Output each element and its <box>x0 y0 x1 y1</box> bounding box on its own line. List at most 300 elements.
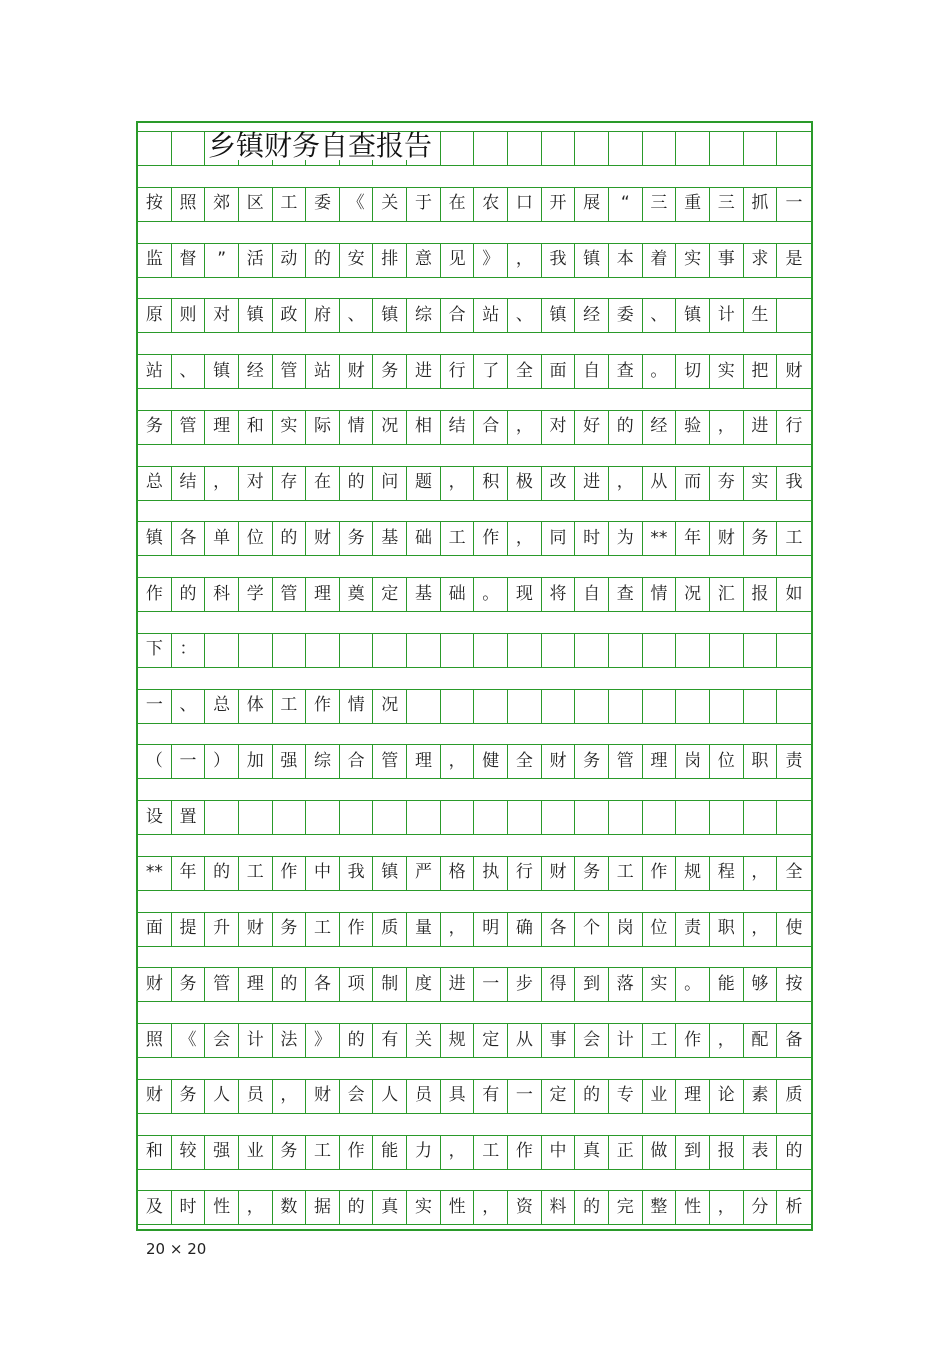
grid-cell: 的 <box>273 521 307 555</box>
grid-cell: 站 <box>474 298 508 332</box>
grid-cell: ： <box>172 633 206 667</box>
grid-cell: 抓 <box>744 187 778 221</box>
grid-cell <box>542 800 576 834</box>
grid-cell: 实 <box>744 466 778 500</box>
grid-cell: 能 <box>373 1135 407 1169</box>
grid-cell: 管 <box>609 744 643 778</box>
grid-cell <box>710 131 744 165</box>
grid-cell: 工 <box>239 856 273 890</box>
grid-cell: 照 <box>172 187 206 221</box>
grid-cell: 夯 <box>710 466 744 500</box>
grid-cell <box>474 131 508 165</box>
grid-cell: 财 <box>340 354 374 388</box>
grid-cell <box>575 633 609 667</box>
grid-rule <box>138 1001 811 1002</box>
grid-cell: 落 <box>609 967 643 1001</box>
grid-cell: 结 <box>172 466 206 500</box>
grid-cell: 排 <box>373 243 407 277</box>
grid-cell: 专 <box>609 1079 643 1113</box>
grid-cell: 照 <box>138 1023 172 1057</box>
grid-cell <box>239 800 273 834</box>
grid-cell: ** <box>138 856 172 890</box>
grid-cell: 有 <box>373 1023 407 1057</box>
grid-cell <box>643 633 677 667</box>
grid-cell: 制 <box>373 967 407 1001</box>
grid-cell <box>643 800 677 834</box>
grid-cell: 的 <box>340 466 374 500</box>
grid-cell: 面 <box>542 354 576 388</box>
grid-cell: 报 <box>744 577 778 611</box>
grid-cell: 实 <box>676 243 710 277</box>
grid-cell: 同 <box>542 521 576 555</box>
grid-cell: 况 <box>373 410 407 444</box>
grid-cell: 见 <box>441 243 475 277</box>
grid-cell: 性 <box>205 1190 239 1224</box>
grid-cell <box>710 689 744 723</box>
grid-cell: 意 <box>407 243 441 277</box>
grid-rule <box>138 1135 811 1136</box>
grid-cell: 、 <box>643 298 677 332</box>
grid-cell: 资 <box>508 1190 542 1224</box>
grid-cell: 我 <box>542 243 576 277</box>
grid-cell <box>609 633 643 667</box>
grid-cell: 全 <box>508 354 542 388</box>
grid-cell: 面 <box>138 912 172 946</box>
grid-cell <box>744 689 778 723</box>
grid-cell: 和 <box>138 1135 172 1169</box>
grid-cell: 及 <box>138 1190 172 1224</box>
grid-cell: 了 <box>474 354 508 388</box>
grid-rule <box>138 800 811 801</box>
grid-rule <box>138 1113 811 1114</box>
grid-cell <box>542 689 576 723</box>
grid-rule <box>138 723 811 724</box>
grid-cell <box>575 800 609 834</box>
grid-cell <box>474 633 508 667</box>
grid-cell: 总 <box>205 689 239 723</box>
grid-cell: 总 <box>138 466 172 500</box>
grid-cell: 财 <box>542 744 576 778</box>
grid-cell: 务 <box>138 410 172 444</box>
grid-cell: 于 <box>407 187 441 221</box>
grid-cell: 切 <box>676 354 710 388</box>
grid-cell: 。 <box>676 967 710 1001</box>
grid-rule <box>138 444 811 445</box>
grid-cell: 、 <box>172 689 206 723</box>
grid-cell: 有 <box>474 1079 508 1113</box>
grid-cell: 财 <box>306 1079 340 1113</box>
grid-cell: 务 <box>273 912 307 946</box>
grid-cell: 原 <box>138 298 172 332</box>
grid-cell: 全 <box>785 862 803 883</box>
grid-cell: 责 <box>676 912 710 946</box>
grid-cell: ， <box>205 466 239 500</box>
grid-cell: 规 <box>676 856 710 890</box>
grid-cell: 设 <box>138 800 172 834</box>
grid-cell <box>609 131 643 165</box>
grid-cell <box>643 131 677 165</box>
grid-cell: 的 <box>205 856 239 890</box>
grid-cell: 实 <box>643 967 677 1001</box>
grid-rule <box>138 1079 811 1080</box>
grid-cell: 把 <box>744 354 778 388</box>
grid-cell: 各 <box>542 912 576 946</box>
grid-rule <box>138 778 811 779</box>
grid-rule <box>138 1190 811 1191</box>
grid-rule <box>138 298 811 299</box>
grid-rule <box>138 388 811 389</box>
grid-cell: 关 <box>373 187 407 221</box>
grid-cell: 镇 <box>676 298 710 332</box>
grid-cell: 具 <box>441 1079 475 1113</box>
grid-cell: 实 <box>273 410 307 444</box>
grid-cell <box>138 131 172 165</box>
grid-cell <box>777 800 811 834</box>
text-row <box>138 298 811 332</box>
grid-cell <box>508 633 542 667</box>
grid-cell: 作 <box>508 1135 542 1169</box>
grid-cell: 作 <box>138 577 172 611</box>
grid-cell <box>575 131 609 165</box>
grid-cell: 科 <box>205 577 239 611</box>
grid-cell: 一 <box>785 193 803 214</box>
grid-cell: 性 <box>441 1190 475 1224</box>
grid-cell: 务 <box>575 744 609 778</box>
grid-rule <box>138 521 811 522</box>
grid-cell: 管 <box>273 577 307 611</box>
grid-rule <box>138 466 811 467</box>
grid-cell: 业 <box>643 1079 677 1113</box>
grid-rule <box>138 332 811 333</box>
grid-cell <box>575 689 609 723</box>
grid-rule <box>138 744 811 745</box>
grid-cell: 管 <box>273 354 307 388</box>
grid-cell <box>340 800 374 834</box>
grid-cell: 财 <box>138 967 172 1001</box>
grid-cell: 严 <box>407 856 441 890</box>
manuscript-grid <box>136 121 813 1231</box>
grid-cell: 员 <box>239 1079 273 1113</box>
grid-cell: 程 <box>710 856 744 890</box>
grid-cell: 工 <box>643 1023 677 1057</box>
grid-cell: ** <box>643 521 677 555</box>
grid-cell: 作 <box>643 856 677 890</box>
grid-cell: ， <box>239 1190 273 1224</box>
grid-cell: 对 <box>239 466 273 500</box>
grid-cell <box>508 800 542 834</box>
grid-cell: 和 <box>239 410 273 444</box>
grid-cell: 的 <box>273 967 307 1001</box>
grid-cell: 力 <box>407 1135 441 1169</box>
grid-rule <box>138 890 811 891</box>
grid-cell: 验 <box>676 410 710 444</box>
grid-cell: 《 <box>172 1023 206 1057</box>
grid-cell: 务 <box>172 1079 206 1113</box>
text-row <box>138 800 811 834</box>
grid-cell <box>474 800 508 834</box>
grid-cell: 问 <box>373 466 407 500</box>
grid-cell: 年 <box>676 521 710 555</box>
grid-cell: 度 <box>407 967 441 1001</box>
grid-cell: 配 <box>744 1023 778 1057</box>
grid-cell: 现 <box>508 577 542 611</box>
grid-cell: 工 <box>441 521 475 555</box>
grid-cell: 》 <box>306 1023 340 1057</box>
grid-cell: 情 <box>643 577 677 611</box>
grid-cell: 委 <box>609 298 643 332</box>
grid-cell: 、 <box>172 354 206 388</box>
grid-cell: 一 <box>474 967 508 1001</box>
grid-cell: 一 <box>138 689 172 723</box>
grid-cell: 合 <box>340 744 374 778</box>
grid-cell: 我 <box>340 856 374 890</box>
grid-cell: 体 <box>239 689 273 723</box>
grid-cell: 规 <box>441 1023 475 1057</box>
text-row <box>138 577 811 611</box>
text-row <box>138 187 811 221</box>
grid-cell: ， <box>441 1135 475 1169</box>
grid-rule <box>138 667 811 668</box>
grid-cell <box>643 689 677 723</box>
grid-cell: 为 <box>609 521 643 555</box>
grid-rule <box>138 856 811 857</box>
grid-cell: 郊 <box>205 187 239 221</box>
grid-cell: 财 <box>710 521 744 555</box>
grid-cell: 量 <box>407 912 441 946</box>
grid-cell: 计 <box>710 298 744 332</box>
grid-cell: 镇 <box>239 298 273 332</box>
grid-rule <box>138 1057 811 1058</box>
text-row <box>138 521 811 555</box>
grid-cell: 作 <box>474 521 508 555</box>
grid-cell: 明 <box>474 912 508 946</box>
grid-cell: 镇 <box>373 298 407 332</box>
grid-cell: ， <box>508 410 542 444</box>
grid-cell: ， <box>474 1190 508 1224</box>
grid-cell: 区 <box>239 187 273 221</box>
grid-cell: 各 <box>306 967 340 1001</box>
grid-cell: 析 <box>785 1196 803 1217</box>
grid-cell: 职 <box>744 744 778 778</box>
grid-cell: 实 <box>407 1190 441 1224</box>
grid-cell: 合 <box>441 298 475 332</box>
grid-cell: 财 <box>239 912 273 946</box>
grid-cell: 经 <box>575 298 609 332</box>
grid-cell: 能 <box>710 967 744 1001</box>
grid-rule <box>138 187 811 188</box>
text-row <box>138 633 811 667</box>
grid-cell: 相 <box>407 410 441 444</box>
grid-cell: 站 <box>306 354 340 388</box>
grid-cell: ， <box>441 744 475 778</box>
grid-cell <box>710 800 744 834</box>
grid-cell: 务 <box>172 967 206 1001</box>
text-row <box>138 856 811 890</box>
grid-cell: 进 <box>575 466 609 500</box>
grid-cell: 位 <box>710 744 744 778</box>
grid-cell: 求 <box>744 243 778 277</box>
grid-cell: 《 <box>340 187 374 221</box>
grid-rule <box>138 946 811 947</box>
grid-cell: ， <box>710 410 744 444</box>
grid-cell <box>273 800 307 834</box>
grid-cell: 工 <box>609 856 643 890</box>
grid-cell: 岗 <box>609 912 643 946</box>
grid-cell <box>407 800 441 834</box>
grid-cell: 重 <box>676 187 710 221</box>
grid-cell: 的 <box>340 1190 374 1224</box>
grid-cell: 结 <box>441 410 475 444</box>
grid-rule <box>138 221 811 222</box>
grid-cell: 备 <box>785 1029 803 1050</box>
grid-cell: 则 <box>172 298 206 332</box>
grid-cell: 的 <box>575 1190 609 1224</box>
grid-cell: 管 <box>205 967 239 1001</box>
grid-cell: 真 <box>373 1190 407 1224</box>
grid-cell <box>777 633 811 667</box>
grid-cell: 着 <box>643 243 677 277</box>
text-row <box>138 1190 811 1224</box>
grid-cell: 经 <box>643 410 677 444</box>
grid-cell: 得 <box>542 967 576 1001</box>
text-row <box>138 1079 811 1113</box>
text-row <box>138 912 811 946</box>
grid-cell: 活 <box>239 243 273 277</box>
grid-cell: 理 <box>306 577 340 611</box>
grid-cell: 镇 <box>575 243 609 277</box>
grid-cell: 管 <box>373 744 407 778</box>
grid-cell: 会 <box>205 1023 239 1057</box>
grid-cell: 经 <box>239 354 273 388</box>
grid-cell: “ <box>609 187 643 221</box>
grid-cell: 对 <box>205 298 239 332</box>
grid-cell <box>777 689 811 723</box>
grid-cell: 际 <box>306 410 340 444</box>
grid-cell: 真 <box>575 1135 609 1169</box>
grid-cell: 工 <box>474 1135 508 1169</box>
grid-cell: 的 <box>340 1023 374 1057</box>
grid-cell: 积 <box>474 466 508 500</box>
grid-cell: 法 <box>273 1023 307 1057</box>
grid-cell: 较 <box>172 1135 206 1169</box>
grid-cell <box>239 633 273 667</box>
grid-cell: 业 <box>239 1135 273 1169</box>
grid-cell: 基 <box>407 577 441 611</box>
grid-rule <box>138 277 811 278</box>
grid-cell: 查 <box>609 354 643 388</box>
grid-rule <box>138 967 811 968</box>
grid-cell: 本 <box>609 243 643 277</box>
grid-cell: 我 <box>785 472 803 492</box>
grid-cell: （ <box>138 744 172 778</box>
grid-cell: 岗 <box>676 744 710 778</box>
grid-cell: 财 <box>542 856 576 890</box>
grid-cell: 进 <box>407 354 441 388</box>
grid-cell: 素 <box>744 1079 778 1113</box>
grid-cell: 的 <box>306 243 340 277</box>
grid-cell: 是 <box>785 249 803 269</box>
grid-cell: 况 <box>676 577 710 611</box>
grid-cell: 健 <box>474 744 508 778</box>
grid-cell: 性 <box>676 1190 710 1224</box>
grid-cell: 作 <box>340 912 374 946</box>
grid-cell: 项 <box>340 967 374 1001</box>
grid-cell: 质 <box>785 1085 803 1106</box>
grid-cell: 财 <box>138 1079 172 1113</box>
grid-cell: 况 <box>373 689 407 723</box>
grid-cell: 改 <box>542 466 576 500</box>
grid-cell: 下 <box>138 633 172 667</box>
grid-cell: 年 <box>172 856 206 890</box>
grid-cell: 据 <box>306 1190 340 1224</box>
grid-cell: 》 <box>474 243 508 277</box>
grid-cell <box>172 131 206 165</box>
grid-cell: ” <box>205 243 239 277</box>
grid-cell: 料 <box>542 1190 576 1224</box>
grid-cell: 中 <box>306 856 340 890</box>
grid-rule <box>138 689 811 690</box>
grid-cell <box>508 689 542 723</box>
grid-cell: 在 <box>306 466 340 500</box>
text-row <box>138 967 811 1001</box>
grid-cell: 管 <box>172 410 206 444</box>
grid-cell: 合 <box>474 410 508 444</box>
grid-rule <box>138 834 811 835</box>
grid-cell: 综 <box>407 298 441 332</box>
grid-cell <box>609 800 643 834</box>
grid-cell: 行 <box>508 856 542 890</box>
text-row <box>138 689 811 723</box>
grid-cell: 事 <box>542 1023 576 1057</box>
grid-cell: ， <box>441 912 475 946</box>
grid-cell: 极 <box>508 466 542 500</box>
grid-cell: 理 <box>239 967 273 1001</box>
grid-cell: 定 <box>542 1079 576 1113</box>
grid-cell <box>441 689 475 723</box>
grid-cell: 工 <box>785 527 803 548</box>
grid-cell: 工 <box>306 1135 340 1169</box>
grid-cell: 提 <box>172 912 206 946</box>
grid-cell: ， <box>273 1079 307 1113</box>
grid-rule <box>138 555 811 556</box>
grid-cell: 各 <box>172 521 206 555</box>
grid-cell: 府 <box>306 298 340 332</box>
grid-cell: 农 <box>474 187 508 221</box>
grid-cell <box>441 131 475 165</box>
grid-cell: 行 <box>785 416 803 437</box>
grid-cell: 自 <box>575 577 609 611</box>
grid-cell <box>777 131 811 165</box>
grid-cell: 。 <box>474 577 508 611</box>
grid-cell <box>407 633 441 667</box>
grid-cell: 数 <box>273 1190 307 1224</box>
grid-cell: 质 <box>373 912 407 946</box>
grid-cell: 理 <box>407 744 441 778</box>
grid-cell: 全 <box>508 744 542 778</box>
grid-cell: 实 <box>710 354 744 388</box>
grid-cell: 计 <box>239 1023 273 1057</box>
grid-rule <box>138 410 811 411</box>
grid-cell <box>676 800 710 834</box>
grid-cell: 口 <box>508 187 542 221</box>
grid-cell: 务 <box>744 521 778 555</box>
grid-cell <box>340 633 374 667</box>
grid-cell: 按 <box>138 187 172 221</box>
grid-cell: 如 <box>785 583 803 604</box>
grid-size-label: 20 × 20 <box>146 1240 207 1258</box>
grid-cell: 报 <box>710 1135 744 1169</box>
grid-cell: 理 <box>643 744 677 778</box>
